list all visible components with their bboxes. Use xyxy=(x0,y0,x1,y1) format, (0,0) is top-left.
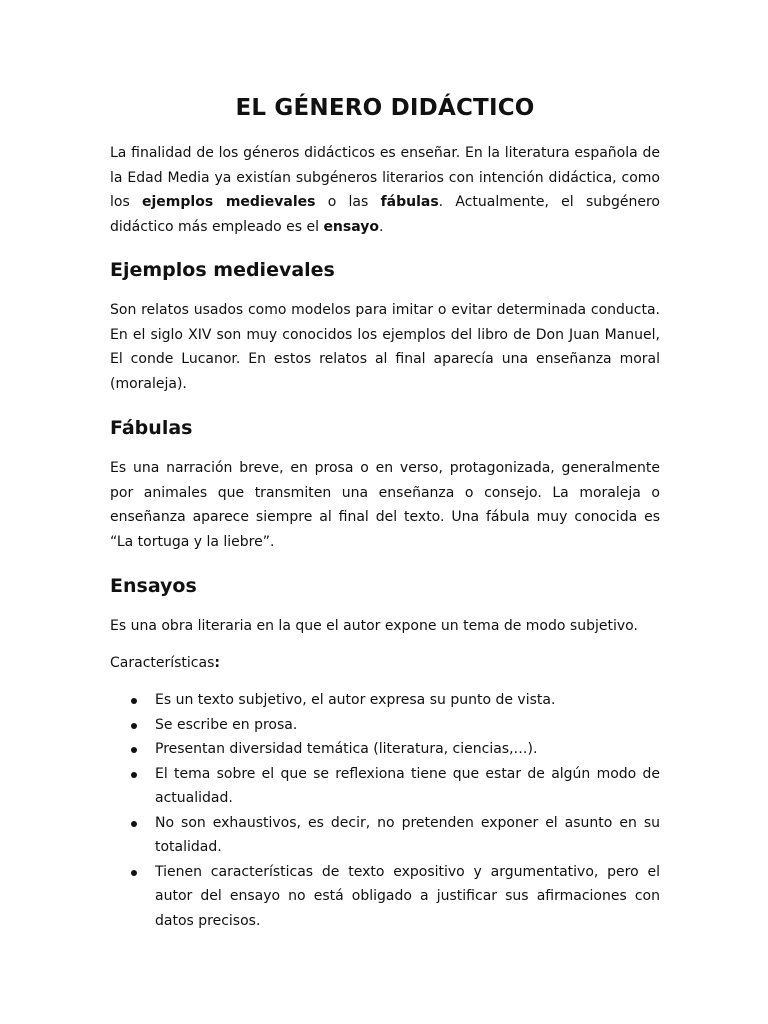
bullet-icon xyxy=(131,723,137,729)
bullet-icon xyxy=(131,747,137,753)
paragraph-ensayos: Es una obra literaria en la que el autor expone un tema de modo subjetivo. xyxy=(110,618,638,634)
caracteristicas-label xyxy=(110,651,660,676)
intro-text-4: . xyxy=(379,218,384,235)
intro-bold-ensayo: ensayo xyxy=(323,218,379,235)
bullet-icon xyxy=(131,870,137,876)
list-item-text: El tema sobre el que se reflexiona tiene que estar de algún modo de actualidad. xyxy=(155,765,660,806)
list-item-text: No son exhaustivos, es decir, no pretenden exponer el asunto en su totalidad. xyxy=(155,814,660,855)
list-item-text: Se escribe en prosa. xyxy=(155,716,298,733)
intro-text-2: o las xyxy=(315,194,381,210)
list-item xyxy=(110,762,660,811)
list-item xyxy=(110,713,660,738)
document-title: EL GÉNERO DIDÁCTICO xyxy=(235,95,535,121)
list-item xyxy=(110,688,660,713)
list-item-text: Presentan diversidad temática (literatura, ciencias,…). xyxy=(155,741,538,757)
list-item-text: Tienen características de texto expositivo y argumentativo, pero el autor del ensayo no está obligado a justificar sus afirmaciones con datos precisos. xyxy=(155,863,660,929)
list-item xyxy=(110,737,660,762)
intro-bold-ejemplos: ejemplos medievales xyxy=(142,194,316,210)
list-item xyxy=(110,860,660,934)
bullet-icon xyxy=(131,821,137,827)
intro-text-1: La finalidad de los géneros didácticos es enseñar. En la literatura española de la Edad Media ya existían subgéneros literarios con intención didáctica, como los xyxy=(110,145,660,210)
intro-text-3: . Actualmente, el subgénero didáctico más empleado es el xyxy=(110,194,660,235)
heading-fabulas: Fábulas xyxy=(110,417,193,439)
caracteristicas-list xyxy=(110,688,660,933)
caracteristicas-text: Características xyxy=(110,655,215,671)
bullet-icon xyxy=(131,772,137,778)
bullet-icon xyxy=(131,698,137,704)
caracteristicas-colon: : xyxy=(214,655,220,671)
heading-ensayos: Ensayos xyxy=(110,575,197,597)
list-item-text: Es un texto subjetivo, el autor expresa su punto de vista. xyxy=(155,692,556,708)
heading-ejemplos-medievales: Ejemplos medievales xyxy=(110,259,335,281)
intro-bold-fabulas: fábulas xyxy=(380,194,439,210)
paragraph-ejemplos-medievales: Son relatos usados como modelos para imitar o evitar determinada conducta. En el siglo XIV son muy conocidos los ejemplos del libro de Don Juan Manuel, El conde Lucanor. En estos relatos al final aparecía una enseñanza moral (moraleja). xyxy=(110,302,660,392)
list-item xyxy=(110,811,660,860)
paragraph-fabulas: Es una narración breve, en prosa o en verso, protagonizada, generalmente por animales que transmiten una enseñanza o consejo. La moraleja o enseñanza aparece siempre al final del texto. Una fábula muy conocida es “La tortuga y la liebre”. xyxy=(110,460,660,550)
intro-paragraph xyxy=(110,141,660,239)
